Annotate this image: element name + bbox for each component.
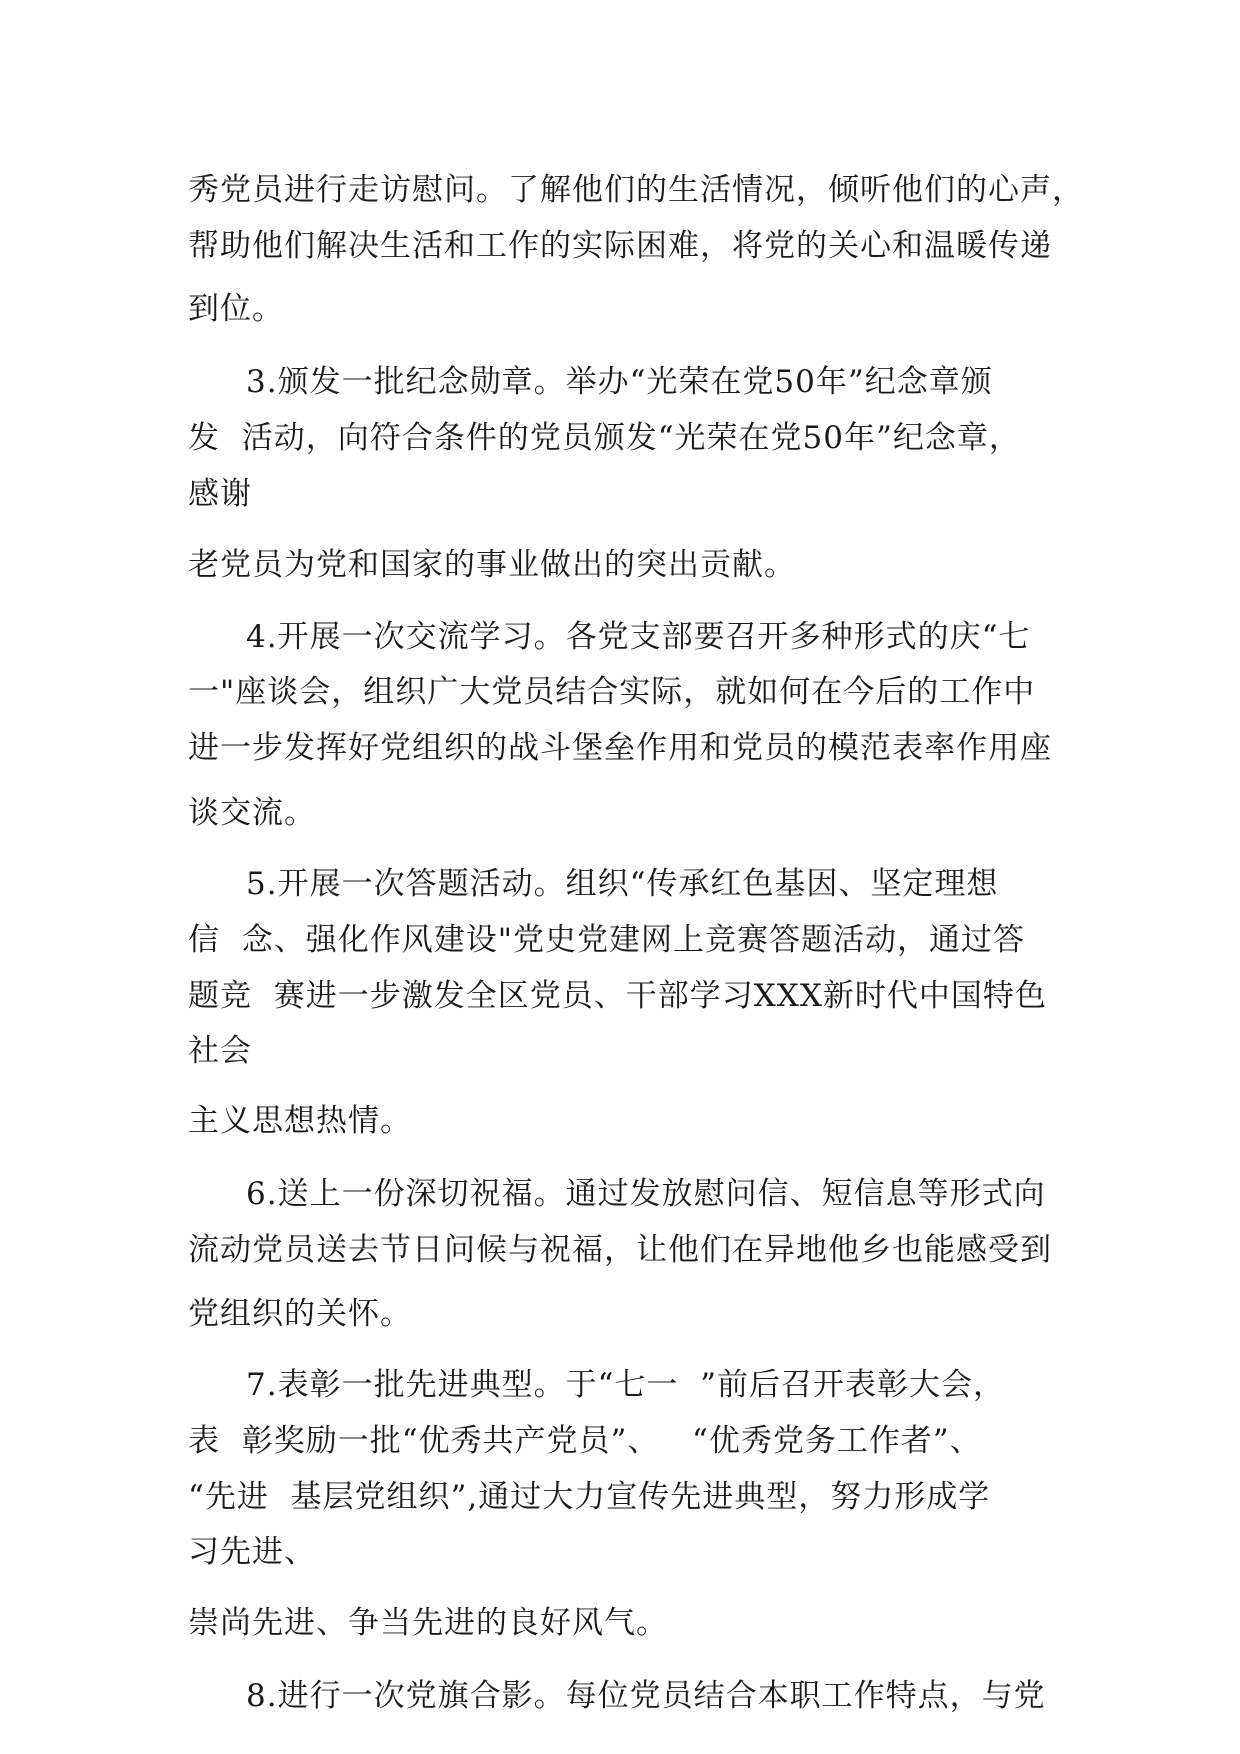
- text-line: 老党员为党和国家的事业做出的突出贡献。: [188, 547, 796, 583]
- text-line: 社会: [188, 1033, 252, 1069]
- text-line: 一"座谈会，组织广大党员结合实际，就如何在今后的工作中: [188, 674, 1036, 710]
- paragraph-4-start: 4.开展一次交流学习。各党支部要召开多种形式的庆“七: [246, 619, 1031, 655]
- text-line: 到位。: [188, 291, 284, 327]
- paragraph-7-start: 7.表彰一批先进典型。于“七一 ”前后召开表彰大会，: [246, 1367, 1005, 1403]
- paragraph-6-start: 6.送上一份深切祝福。通过发放慰问信、短信息等形式向: [246, 1176, 1046, 1212]
- text-line: 秀党员进行走访慰问。了解他们的生活情况，倾听他们的心声，: [188, 172, 1084, 208]
- text-line: 帮助他们解决生活和工作的实际困难，将党的关心和温暖传递: [188, 228, 1052, 264]
- text-line: 发 活动，向符合条件的党员颁发“光荣在党50年”纪念章，: [188, 420, 1021, 456]
- text-line: “先进 基层党组织”,通过大力宣传先进典型，努力形成学: [188, 1479, 991, 1515]
- text-line: 主义思想热情。: [188, 1103, 412, 1139]
- paragraph-3-start: 3.颁发一批纪念勋章。举办“光荣在党50年”纪念章颁: [246, 364, 993, 400]
- paragraph-8-start: 8.进行一次党旗合影。每位党员结合本职工作特点，与党: [246, 1678, 1046, 1714]
- text-line: 表 彰奖励一批“优秀共产党员”、 “优秀党务工作者”、: [188, 1423, 982, 1459]
- text-line: 进一步发挥好党组织的战斗堡垒作用和党员的模范表率作用座: [188, 730, 1052, 766]
- text-line: 崇尚先进、争当先进的良好风气。: [188, 1605, 668, 1641]
- text-line: 题竞 赛进一步激发全区党员、干部学习XXX新时代中国特色: [188, 978, 1047, 1014]
- text-line: 信 念、强化作风建设"党史党建网上竞赛答题活动，通过答: [188, 922, 1025, 958]
- text-line: 谈交流。: [188, 795, 316, 831]
- text-line: 党组织的关怀。: [188, 1296, 412, 1332]
- text-line: 习先进、: [188, 1534, 316, 1570]
- text-line: 感谢: [188, 476, 252, 512]
- paragraph-5-start: 5.开展一次答题活动。组织“传承红色基因、坚定理想: [246, 866, 999, 902]
- text-line: 流动党员送去节日问候与祝福，让他们在异地他乡也能感受到: [188, 1232, 1052, 1268]
